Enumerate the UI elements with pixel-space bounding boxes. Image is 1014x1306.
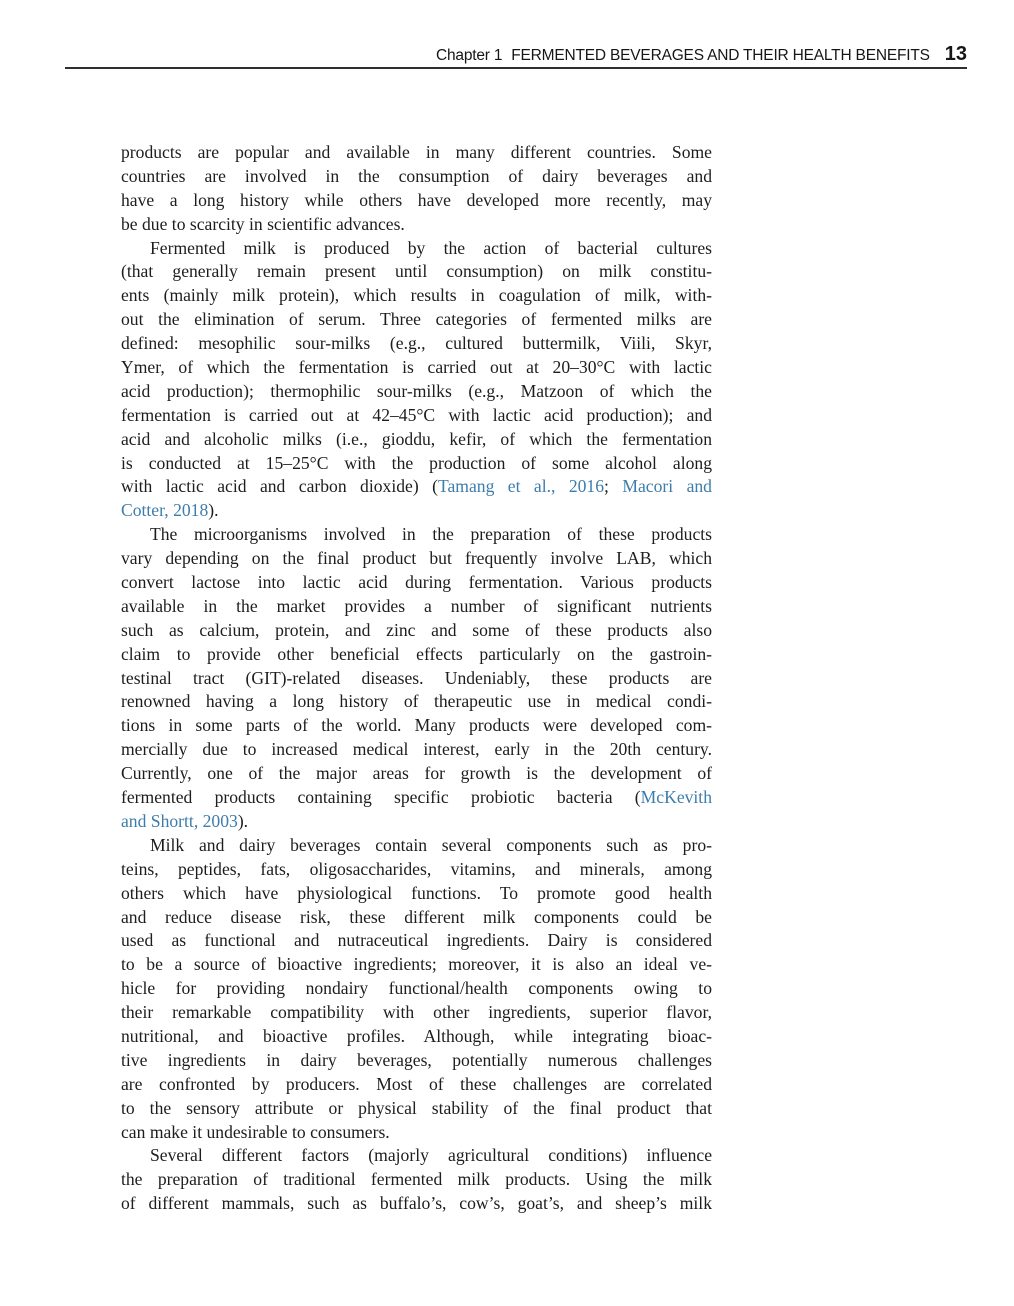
citation-link[interactable]: Macori and [622, 476, 712, 497]
running-head [436, 43, 967, 66]
citation-link[interactable]: Cotter, 2018 [121, 500, 209, 521]
text-line: nutritional, and bioactive profiles. Although, while integrating bioac- [121, 1025, 712, 1046]
text-line: countries are involved in the consumption of dairy beverages and [121, 165, 712, 186]
text-line: such as calcium, protein, and zinc and some of these products also [121, 619, 712, 640]
text-line: can make it undesirable to consumers. [121, 1121, 390, 1142]
text-line: to be a source of bioactive ingredients; moreover, it is also an ideal ve- [121, 954, 712, 975]
text-line: be due to scarcity in scientific advances. [121, 213, 405, 234]
paragraph [121, 834, 712, 1145]
citation-link[interactable]: McKevith [640, 787, 712, 808]
text-line: ents (mainly milk protein), which results in coagulation of milk, with- [121, 285, 712, 306]
text-line: products are popular and available in many different countries. Some [121, 142, 712, 162]
text-line: the preparation of traditional fermented milk products. Using the milk [121, 1169, 712, 1190]
text-line: to the sensory attribute or physical stability of the final product that [121, 1097, 712, 1118]
text-line: fermented products containing specific probiotic bacteria (McKevith [121, 787, 712, 808]
text-line: others which have physiological functions. To promote good health [121, 882, 712, 903]
text-line: hicle for providing nondairy functional/health components owing to [121, 978, 712, 999]
text-line: out the elimination of serum. Three categories of fermented milks are [121, 309, 712, 330]
text-line: of different mammals, such as buffalo’s, cow’s, goat’s, and sheep’s milk [121, 1193, 712, 1214]
text-line: and reduce disease risk, these different milk components could be [121, 906, 712, 927]
paragraph [121, 141, 712, 237]
text-line: Currently, one of the major areas for growth is the development of [121, 763, 712, 784]
text-line: are confronted by producers. Most of these challenges are correlated [121, 1073, 712, 1094]
text-line: Milk and dairy beverages contain several components such as pro- [150, 834, 712, 855]
text-line: and Shortt, 2003). [121, 810, 249, 831]
text-line: tive ingredients in dairy beverages, potentially numerous challenges [121, 1049, 712, 1070]
text-line: convert lactose into lactic acid during fermentation. Various products [121, 572, 712, 593]
paragraph [121, 1144, 712, 1216]
paragraph [121, 523, 712, 834]
text-column [121, 141, 712, 1216]
text-line: (that generally remain present until consumption) on milk constitu- [121, 261, 712, 282]
text-line: renowned having a long history of therapeutic use in medical condi- [121, 691, 712, 712]
text-line: The microorganisms involved in the preparation of these products [150, 524, 712, 545]
citation-link[interactable]: Tamang et al., 2016 [437, 476, 605, 497]
text-line: used as functional and nutraceutical ingredients. Dairy is considered [121, 930, 712, 951]
text-line: Fermented milk is produced by the action of bacterial cultures [150, 237, 712, 258]
text-line: with lactic acid and carbon dioxide) (Tamang et al., 2016; Macori and [121, 476, 712, 497]
text-line: teins, peptides, fats, oligosaccharides, vitamins, and minerals, among [121, 858, 712, 879]
text-line: acid and alcoholic milks (i.e., gioddu, kefir, of which the fermentation [121, 428, 712, 449]
text-segment: ; [604, 476, 623, 497]
header-rule [65, 67, 967, 69]
text-line: Cotter, 2018). [121, 500, 219, 521]
citation-link[interactable]: and Shortt, 2003 [121, 810, 238, 831]
chapter-label: Chapter 1 [435, 47, 503, 64]
text-line: acid production); thermophilic sour-milks (e.g., Matzoon of which the [121, 380, 712, 401]
text-line: available in the market provides a number of significant nutrients [121, 595, 712, 616]
text-line: Ymer, of which the fermentation is carried out at 20–30°C with lactic [121, 357, 712, 378]
running-title: FERMENTED BEVERAGES AND THEIR HEALTH BENEFITS [511, 47, 930, 64]
text-line: tions in some parts of the world. Many products were developed com- [121, 715, 712, 736]
text-line: defined: mesophilic sour-milks (e.g., cultured buttermilk, Viili, Skyr, [121, 333, 712, 354]
text-line: their remarkable compatibility with other ingredients, superior flavor, [121, 1002, 712, 1023]
text-line: testinal tract (GIT)-related diseases. Undeniably, these products are [121, 667, 712, 688]
text-line: is conducted at 15–25°C with the production of some alcohol along [121, 452, 712, 473]
text-line: claim to provide other beneficial effects particularly on the gastroin- [121, 643, 712, 664]
page-number: 13 [944, 43, 967, 65]
text-line: vary depending on the final product but frequently involve LAB, which [121, 548, 712, 569]
text-line: mercially due to increased medical interest, early in the 20th century. [121, 739, 712, 760]
paragraph [121, 237, 712, 524]
text-line: Several different factors (majorly agricultural conditions) influence [150, 1145, 712, 1166]
text-line: fermentation is carried out at 42–45°C with lactic acid production); and [121, 404, 712, 425]
text-line: have a long history while others have developed more recently, may [121, 189, 712, 210]
